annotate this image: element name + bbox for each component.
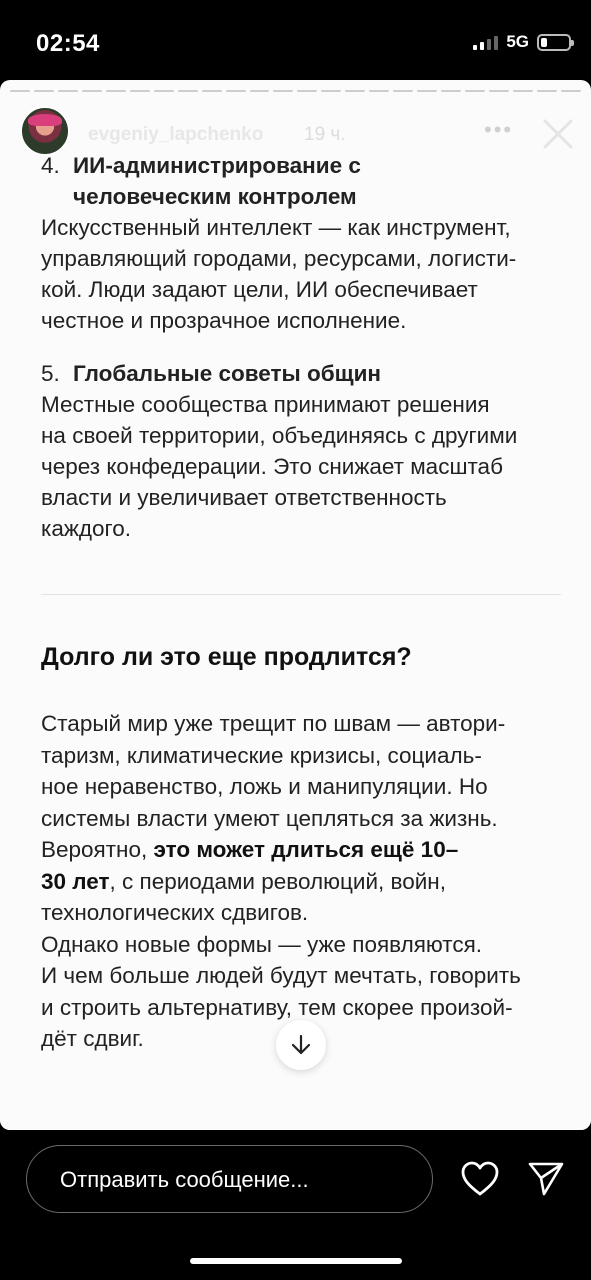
username[interactable]: evgeniy_lapchenko xyxy=(88,124,264,145)
paragraph: Старый мир уже трещит по швам — автори- таризм, климатические кризисы, социаль- ное неравенство, ложь и манипуляции. Но системы власти умеют цепляться за жизнь. Вероятно, это может длиться ещё 10– 30 лет, с периодами революций, войн, технологических сдвигов. Однако новые формы — уже появляются. И чем больше людей будут мечтать, говорить и строить альтернативу, тем скорее произой- дёт сдвиг. xyxy=(41,711,521,1051)
story-content xyxy=(41,150,571,544)
content-fade xyxy=(0,1065,591,1130)
arrow-down-icon xyxy=(290,1033,312,1057)
post-time: 19 ч. xyxy=(304,124,346,145)
list-item-title: 5. Глобальные советы общин xyxy=(41,361,382,386)
scroll-down-button[interactable] xyxy=(276,1020,326,1070)
signal-icon xyxy=(473,34,498,50)
send-icon[interactable] xyxy=(527,1160,565,1198)
battery-icon xyxy=(537,34,571,51)
section-title: Долго ли это еще продлится? xyxy=(41,643,412,671)
close-icon[interactable] xyxy=(540,116,576,152)
message-input-placeholder: Отправить сообщение... xyxy=(60,1167,309,1192)
story-card[interactable] xyxy=(0,80,591,1130)
list-item-body: Искусственный интеллект — как инструмент, управляющий городами, ресурсами, логисти- кой. Люди задают цели, ИИ обеспечивает честное и прозрачное исполнение. xyxy=(41,215,517,333)
story-progress xyxy=(10,90,581,92)
status-time: 02:54 xyxy=(36,30,100,57)
network-type: 5G xyxy=(506,32,529,51)
more-horizontal-icon[interactable]: ••• xyxy=(484,117,514,142)
status-bar xyxy=(0,0,591,80)
home-indicator[interactable] xyxy=(190,1258,402,1264)
avatar[interactable] xyxy=(20,106,70,156)
divider xyxy=(41,594,561,595)
list-item-title: 4. ИИ-администрирование с человеческим контролем xyxy=(41,153,361,209)
list-item-body: Местные сообщества принимают решения на своей территории, объединяясь с другими через конфедерации. Это снижает масштаб власти и увеличивает ответственность каждого. xyxy=(41,392,518,541)
status-indicators xyxy=(473,32,571,52)
message-input[interactable] xyxy=(26,1145,433,1213)
heart-icon[interactable] xyxy=(460,1160,500,1198)
